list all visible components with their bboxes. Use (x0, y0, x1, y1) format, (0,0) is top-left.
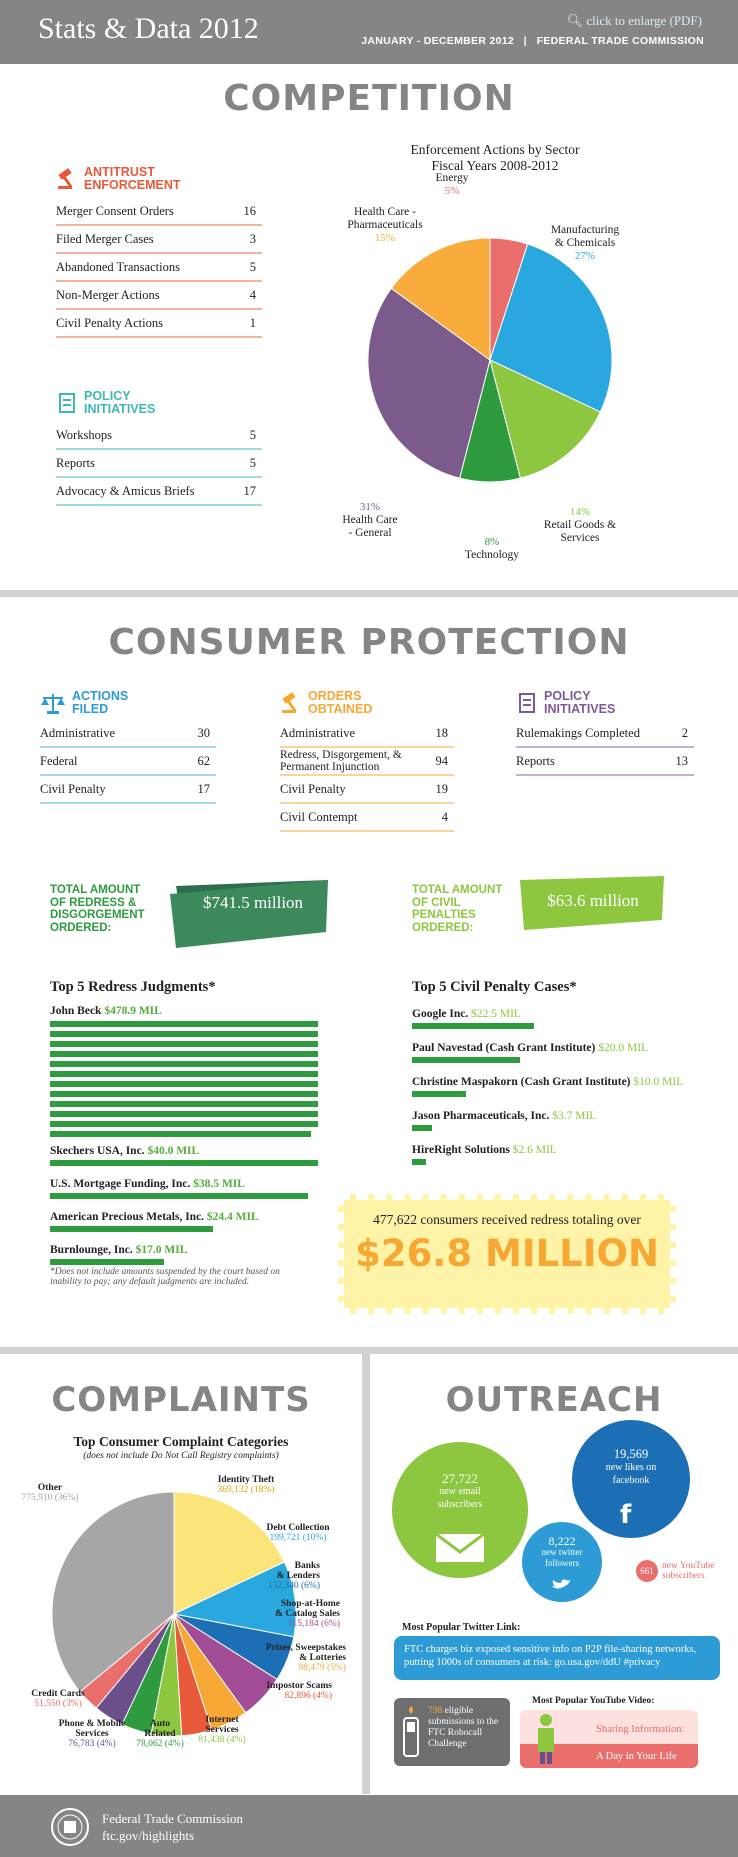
judgment-amount: $40.0 MIL (147, 1145, 200, 1157)
complaint-count: 98,479 (5%) (298, 1663, 346, 1673)
youtube-label: new YouTube subscribers (662, 1561, 715, 1581)
bar-segment (50, 1061, 318, 1067)
complaint-name: & Catalog Sales (275, 1609, 340, 1619)
twitter-link-title: Most Popular Twitter Link: (402, 1622, 521, 1633)
complaint-count: 199,721 (10%) (269, 1533, 327, 1543)
complaint-name: & Lenders (276, 1571, 320, 1581)
judgment-name: U.S. Mortgage Funding, Inc. (50, 1178, 194, 1190)
pie-label-text: Energy (435, 172, 469, 184)
civil-case-amount: $2.6 MIL (512, 1144, 557, 1156)
stat-row (40, 748, 216, 776)
stat-row (56, 422, 262, 450)
complaint-name: Credit Cards (31, 1689, 85, 1699)
bar-segment (50, 1111, 318, 1117)
stat-value: 5 (249, 427, 256, 442)
stat-row (516, 720, 694, 748)
stat-label: Advocacy & Amicus Briefs (56, 483, 195, 498)
judgment-name: John Beck (50, 1005, 105, 1017)
orders-obtained-box (280, 690, 454, 832)
twitter-link-text: FTC charges biz exposed sensitive info on P2P file-sharing networks, putting 1000s of consumers at risk: go.usa.gov/ddU #privacy (404, 1644, 697, 1668)
pie-label-text: - General (348, 527, 392, 539)
stat-label: Civil Penalty (280, 781, 346, 796)
complaint-name: Impostor Scams (266, 1681, 332, 1691)
judgment-name: Burnlounge, Inc. (50, 1244, 136, 1256)
judgment-bar (50, 1259, 164, 1265)
cp-policy-box (516, 690, 694, 776)
complaint-name: Debt Collection (266, 1523, 330, 1533)
pie-pct: 14% (569, 506, 591, 518)
bar-segment (50, 1021, 318, 1027)
antitrust-title: ANTITRUST ENFORCEMENT (84, 165, 181, 192)
sector-pie-chart (340, 172, 640, 561)
cp-policy-list (516, 720, 694, 776)
complaint-count: 76,783 (4%) (68, 1739, 116, 1749)
pie-label-text: Health Care (342, 514, 398, 526)
ftc-seal-icon (50, 1807, 90, 1847)
stat-label: Rulemakings Completed (516, 725, 640, 740)
complaint-label (22, 1483, 79, 1503)
judgment-label (50, 1145, 340, 1157)
stat-value: 5 (249, 259, 256, 274)
stat-label: Administrative (280, 725, 355, 740)
civil-case-label (412, 1008, 712, 1020)
complaint-label (198, 1715, 246, 1745)
gavel-icon (280, 692, 302, 714)
civil-cases-title: Top 5 Civil Penalty Cases* (412, 979, 577, 995)
video-title: Most Popular YouTube Video: (532, 1696, 655, 1706)
judgment-name: American Precious Metals, Inc. (50, 1211, 207, 1223)
complaint-name: & Lotteries (299, 1653, 346, 1663)
stat-label: Civil Penalty Actions (56, 315, 163, 330)
actions-filed-title: ACTIONS FILED (72, 689, 129, 716)
page-title: Stats & Data 2012 (38, 12, 259, 45)
civil-case-bar (412, 1057, 520, 1063)
stat-row (56, 450, 262, 478)
facebook-icon: f (620, 1500, 632, 1530)
complaint-label (218, 1475, 276, 1495)
phone-icon (400, 1704, 422, 1760)
orders-obtained-list (280, 720, 454, 832)
pie-pct: 31% (359, 501, 381, 513)
complaint-count: 78,062 (4%) (136, 1739, 184, 1749)
complaint-name: Other (37, 1483, 63, 1493)
stat-row (56, 310, 262, 338)
consumers-line: 477,622 consumers received redress totaling over (373, 1212, 641, 1227)
stat-value: 30 (197, 725, 210, 740)
gavel-icon (56, 168, 78, 190)
complaint-name: Shop-at-Home (280, 1599, 340, 1609)
stat-value: 16 (243, 203, 256, 218)
sector-chart-title: Enforcement Actions by Sector Fiscal Years 2008-2012 (410, 142, 580, 173)
judgment-name: Skechers USA, Inc. (50, 1145, 148, 1157)
stat-label: Workshops (56, 427, 112, 442)
judgment-label (50, 1244, 340, 1256)
complaint-label (31, 1689, 85, 1709)
judgment-bar (50, 1193, 308, 1199)
video-name-line1: Sharing Information: (596, 1724, 685, 1735)
civil-case-amount: $10.0 MIL (633, 1076, 684, 1088)
complaint-name: Banks (294, 1561, 320, 1571)
stat-row (516, 748, 694, 776)
pie-label-text: Retail Goods & (543, 519, 617, 531)
outreach-title: OUTREACH (445, 1380, 663, 1420)
complaint-name: Services (75, 1729, 109, 1739)
stat-row (56, 478, 262, 506)
judgment-amount: $17.0 MIL (135, 1244, 188, 1256)
stat-label: Civil Penalty (40, 781, 106, 796)
pie-label-text: Technology (464, 549, 520, 561)
pie-pct: 8% (484, 536, 500, 548)
pie-label-text: Health Care - (354, 206, 416, 218)
actions-filed-list (40, 720, 216, 804)
pie-label (465, 536, 519, 561)
stat-label: Civil Contempt (280, 809, 358, 824)
stat-label: Administrative (40, 725, 115, 740)
stat-row (280, 804, 454, 832)
bar-segment (50, 1081, 318, 1087)
civil-case-name: Jason Pharmaceuticals, Inc. (412, 1110, 553, 1122)
complaint-count: 115,184 (6%) (288, 1619, 340, 1629)
civil-case-label (412, 1110, 712, 1122)
stat-label: Reports (56, 455, 95, 470)
twitter-bird-icon (550, 1578, 572, 1594)
complaints-title: COMPLAINTS (51, 1380, 311, 1420)
stat-value: 1 (249, 315, 256, 330)
pie-label (435, 172, 468, 197)
civil-penalty-chart (412, 1008, 712, 1178)
section-divider (0, 590, 738, 597)
complaint-count: 51,550 (3%) (34, 1699, 82, 1709)
stat-label: Abandoned Transactions (56, 259, 180, 274)
stat-value: 17 (197, 781, 210, 796)
judgment-bar (50, 1160, 318, 1166)
judgment-amount: $478.9 MIL (104, 1005, 162, 1017)
complaint-label (266, 1523, 330, 1543)
complaint-name: Related (144, 1729, 176, 1739)
envelope-icon (434, 1530, 486, 1564)
stat-label: Filed Merger Cases (56, 231, 154, 246)
civil-case-bar (412, 1023, 534, 1029)
stat-value: 3 (249, 231, 256, 246)
complaint-name: Phone & Mobile (58, 1719, 126, 1729)
judgment-label (50, 1211, 340, 1223)
document-icon (56, 392, 78, 414)
enlarge-link[interactable] (567, 13, 702, 29)
complaints-chart-subtitle: (does not include Do Not Call Registry complaints) (83, 1451, 279, 1461)
video-name-line2: A Day in Your Life (596, 1751, 677, 1762)
bar-segment (50, 1131, 311, 1137)
civil-case-name: Paul Navestad (Cash Grant Institute) (412, 1042, 599, 1054)
stat-value: 5 (249, 455, 256, 470)
pie-pct: 5% (444, 185, 460, 197)
complaint-label (266, 1681, 332, 1701)
robocall-stat: 798 eligible submissions to the FTC Robocall Challenge (428, 1706, 499, 1749)
complaint-name: Prizes, Sweepstakes (265, 1643, 346, 1653)
stat-row (56, 198, 262, 226)
civil-case-bar (412, 1159, 426, 1165)
section-divider (0, 1347, 738, 1354)
stat-label: Redress, Disgorgement, & Permanent Injunction (280, 749, 402, 773)
complaint-name: Auto (149, 1719, 171, 1729)
redress-judgments-chart (50, 1005, 340, 1277)
agency-label: FEDERAL TRADE COMMISSION (536, 35, 704, 47)
complaints-chart-title: Top Consumer Complaint Categories (73, 1434, 289, 1449)
judgment-amount: $38.5 MIL (193, 1178, 245, 1190)
stat-value: 94 (435, 753, 448, 768)
stat-value: 4 (441, 809, 448, 824)
complaint-name: Identity Theft (217, 1475, 275, 1485)
youtube-count: 661 (636, 1560, 658, 1582)
stat-row (56, 254, 262, 282)
judgment-amount: $24.4 MIL (206, 1211, 259, 1223)
bar-segment (50, 1121, 318, 1127)
stat-row (280, 748, 454, 776)
consumers-total: $26.8 MILLION (355, 1232, 659, 1275)
facebook-stat: 19,569 new likes on facebook (605, 1447, 657, 1486)
complaint-name: Services (205, 1725, 239, 1735)
pie-label-text: & Chemicals (554, 237, 616, 249)
stat-row (40, 720, 216, 748)
redress-banner (168, 876, 334, 952)
stat-row (280, 776, 454, 804)
enlarge-label: click to enlarge (PDF) (586, 13, 702, 28)
complaint-count: 369,132 (18%) (217, 1485, 275, 1495)
stat-value: 13 (675, 753, 688, 768)
consumer-protection-title: CONSUMER PROTECTION (108, 622, 630, 663)
complaints-pie-chart (0, 1460, 362, 1750)
stat-label: Reports (516, 753, 555, 768)
antitrust-list (56, 198, 262, 338)
civil-case-amount: $20.0 MIL (598, 1042, 649, 1054)
judgments-title: Top 5 Redress Judgments* (50, 979, 216, 995)
bar-segment (50, 1091, 318, 1097)
stat-label: Non-Merger Actions (56, 287, 160, 302)
column-divider (362, 1354, 370, 1794)
stat-label: Merger Consent Orders (56, 203, 174, 218)
bar-segment (50, 1101, 318, 1107)
complaint-label (59, 1719, 126, 1749)
footer-agency: Federal Trade Commission (102, 1811, 243, 1826)
pie-pct: 27% (574, 250, 596, 262)
stat-label: Federal (40, 753, 78, 768)
competition-policy-box (56, 390, 262, 506)
civil-total-label: TOTAL AMOUNT OF CIVIL PENALTIES ORDERED: (412, 884, 503, 934)
stat-row (280, 720, 454, 748)
magnifier-icon: 🔍︎ (566, 13, 584, 28)
pie-label-text: Pharmaceuticals (347, 219, 423, 231)
cp-policy-title: POLICY INITIATIVES (544, 689, 616, 716)
civil-case-name: Google Inc. (412, 1008, 472, 1020)
pie-label-text: Services (560, 532, 600, 544)
bar-segment (50, 1051, 318, 1057)
stat-row (56, 282, 262, 310)
bar-segment (50, 1041, 318, 1047)
scales-icon (40, 692, 66, 714)
redress-total-value: $741.5 million (202, 893, 304, 912)
judgment-label (50, 1005, 340, 1017)
actions-filed-box (40, 690, 216, 804)
stat-value: 4 (249, 287, 256, 302)
complaint-count: 82,896 (4%) (284, 1691, 332, 1701)
complaint-count: 775,910 (36%) (21, 1493, 79, 1503)
civil-case-label (412, 1144, 712, 1156)
civil-case-amount: $22.5 MIL (471, 1008, 521, 1020)
civil-total-value: $63.6 million (547, 891, 639, 910)
pie-label (551, 224, 620, 262)
competition-title: COMPETITION (223, 78, 515, 119)
twitter-stat: 8,222 new twitter followers (541, 1534, 583, 1568)
stat-value: 19 (435, 781, 448, 796)
email-stat: 27,722 new email subscribers (437, 1471, 483, 1510)
complaint-count: 132,340 (6%) (267, 1581, 320, 1591)
competition-policy-list (56, 422, 262, 506)
judgment-bar (50, 1226, 213, 1232)
pie-label-text: Manufacturing (550, 224, 620, 236)
civil-case-amount: $3.7 MIL (552, 1110, 597, 1122)
civil-case-name: Christine Maspakorn (Cash Grant Institute) (412, 1076, 634, 1088)
stat-row (56, 226, 262, 254)
stat-value: 2 (681, 725, 688, 740)
civil-case-bar (412, 1125, 432, 1131)
pie-label (347, 206, 423, 244)
person-icon (530, 1712, 562, 1766)
stat-value: 17 (243, 483, 256, 498)
pie-pct: 15% (374, 232, 396, 244)
footer-url[interactable]: ftc.gov/highlights (102, 1828, 195, 1843)
footnote: *Does not include amounts suspended by the court based on inability to pay; any default judgments are included. (50, 1267, 280, 1287)
competition-policy-title: POLICY INITIATIVES (84, 389, 156, 416)
period-label: JANUARY - DECEMBER 2012 (361, 35, 515, 47)
page-header (0, 0, 738, 64)
bar-segment (50, 1031, 318, 1037)
civil-case-label (412, 1076, 712, 1088)
header-subtitle: JANUARY - DECEMBER 2012 | FEDERAL TRADE COMMISSION (361, 35, 704, 47)
antitrust-box (56, 166, 262, 338)
pie-label (342, 501, 397, 539)
orders-obtained-title: ORDERS OBTAINED (308, 689, 373, 716)
stat-row (40, 776, 216, 804)
civil-case-bar (412, 1091, 466, 1097)
civil-case-name: HireRight Solutions (412, 1144, 513, 1156)
complaint-count: 81,438 (4%) (198, 1735, 246, 1745)
page-footer (0, 1795, 738, 1857)
stat-value: 62 (197, 753, 210, 768)
bar-segment (50, 1071, 318, 1077)
judgment-bar (50, 1021, 340, 1137)
civil-case-label (412, 1042, 712, 1054)
pie-label (544, 506, 616, 544)
stat-value: 18 (435, 725, 448, 740)
complaint-name: Internet (205, 1715, 239, 1725)
redress-total-label: TOTAL AMOUNT OF REDRESS & DISGORGEMENT ORDERED: (50, 884, 145, 934)
document-icon (516, 692, 538, 714)
judgment-label (50, 1178, 340, 1190)
